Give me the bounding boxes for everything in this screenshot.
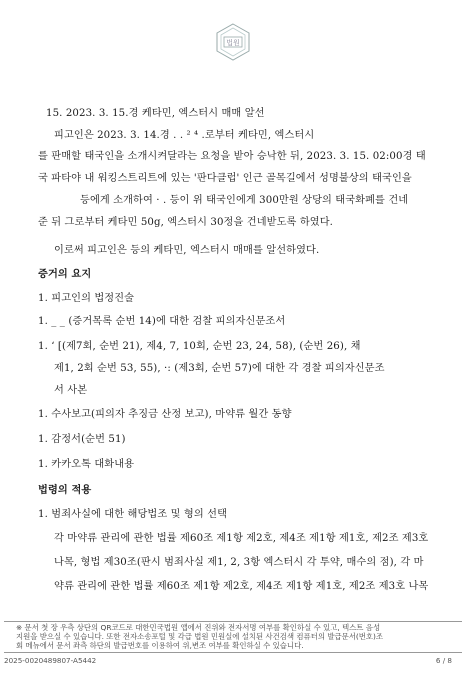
seal-text: 법원 <box>226 39 240 47</box>
evidence-item-continued: 서 사본 <box>54 385 88 396</box>
law-line: 나목, 형법 제30조(판시 범죄사실 제1, 2, 3항 엑스터시 각 투약, 매수의 점), 각 마 <box>54 557 424 568</box>
law-item: 1. 범죄사실에 대한 해당법조 및 형의 선택 <box>38 509 228 520</box>
law-line: 약류 관리에 관한 법률 제60조 제1항 제2호, 제4조 제1항 제1호, 제2조 제3호 나목 <box>54 581 429 592</box>
issue-number: 2025-0020489807-A5442 <box>4 656 97 665</box>
evidence-item: 1. 수사보고(피의자 추징금 산정 보고), 마약류 월간 동향 <box>38 409 292 420</box>
verification-notice <box>4 621 462 653</box>
evidence-item: 1. 감정서(순번 51) <box>38 434 126 445</box>
page-number: 6 / 8 <box>435 656 452 665</box>
law-line: 각 마약류 관리에 관한 법률 제60조 제1항 제2호, 제4조 제1항 제1호, 제2조 제3호 <box>54 533 429 544</box>
evidence-item: 1. _ _ (증거목록 순번 14)에 대한 검찰 피의자신문조서 <box>38 316 286 327</box>
paragraph-line: 피고인은 2023. 3. 14.경 . . ² ⁴ .로부터 케타민, 엑스터시 <box>54 130 315 141</box>
evidence-item: 1. ‘ [(제7회, 순번 21), 제4, 7, 10회, 순번 23, 24, 58), (순번 26), 채 <box>38 341 361 352</box>
notice-line: 회 메뉴에서 문서 좌측 하단의 발급번호를 이용하여 위,변조 여부를 확인하실 수 있습니다. <box>16 641 304 650</box>
paragraph-line: 를 판매할 태국인을 소개시켜달라는 요청을 받아 승낙한 뒤, 2023. 3. 15. 02:00경 태 <box>38 151 426 162</box>
court-seal <box>213 22 253 62</box>
paragraph-line: 이로써 피고인은 등의 케타민, 엑스터시 매매를 알선하였다. <box>54 245 320 256</box>
paragraph-line: 준 뒤 그로부터 케타민 50g, 엑스터시 30정을 건네받도록 하였다. <box>38 217 333 228</box>
notice-line: ※ 문서 첫 장 우측 상단의 QR코드로 대한민국법원 앱에서 진위와 전자서명 여부를 확인하실 수 있고, 텍스트 음성 <box>16 623 381 632</box>
notice-line: 지원을 받으실 수 있습니다. 또한 전자소송포털 및 각급 법원 민원실에 설치된 사건검색 컴퓨터의 발급문서(번호)조 <box>16 632 384 641</box>
section-heading-15: 15. 2023. 3. 15.경 케타민, 엑스터시 매매 알선 <box>46 108 265 119</box>
evidence-item: 1. 피고인의 법정진술 <box>38 293 135 304</box>
evidence-item: 1. 카카오톡 대화내용 <box>38 459 135 470</box>
heading-evidence-summary: 증거의 요지 <box>38 269 92 280</box>
evidence-item-continued: 제1, 2회 순번 53, 55), ·: (제3회, 순번 57)에 대한 각 경찰 피의자신문조 <box>54 363 385 374</box>
paragraph-line: 등에게 소개하여 · . 등이 위 태국인에게 300만원 상당의 태국화폐를 건네 <box>80 195 409 206</box>
paragraph-line: 국 파타야 내 워킹스트리트에 있는 '판다클럽' 인근 골목길에서 성명불상의 태국인을 <box>38 173 412 184</box>
heading-applicable-law: 법령의 적용 <box>38 485 92 496</box>
